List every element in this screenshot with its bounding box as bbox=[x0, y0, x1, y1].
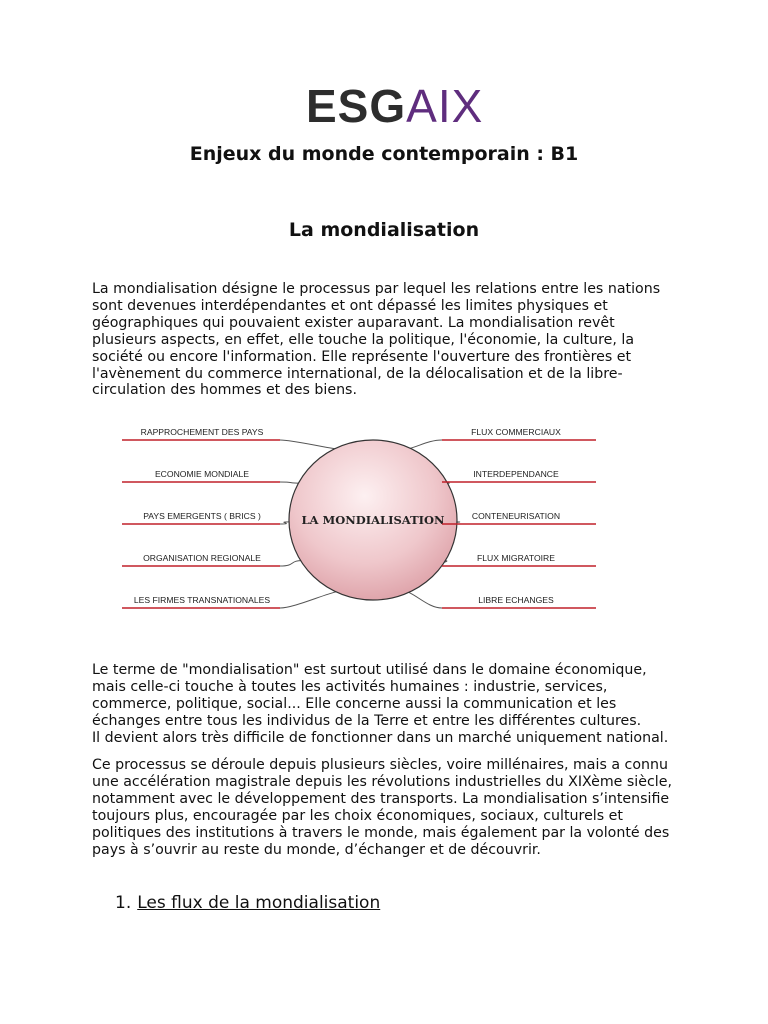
right-branch-label: CONTENEURISATION bbox=[471, 511, 561, 521]
left-branch-label: ORGANISATION REGIONALE bbox=[143, 553, 261, 563]
third-paragraph: Ce processus se déroule depuis plusieurs siècles, voire millénaires, mais a connu une accélération magistrale depuis les révolutions industrielles du XIXème siècle, notamment avec le développement des transports. La mondialisation s’intensifie toujours plus, encouragée par les choix économiques, sociaux, culturels et politiques des institutions à travers le monde, mais également par la volonté des pays à s’ouvrir au reste du monde, d’échanger et de découvrir. bbox=[92, 757, 672, 858]
logo-part-aix: AIX bbox=[406, 80, 484, 132]
branch-connector bbox=[280, 522, 289, 524]
branch-connector bbox=[280, 560, 303, 566]
center-label: LA MONDIALISATION bbox=[301, 513, 445, 527]
right-branch-label: FLUX COMMERCIAUX bbox=[471, 427, 561, 437]
logo-part-esg: ESG bbox=[306, 80, 407, 132]
second-paragraph: Le terme de "mondialisation" est surtout utilisé dans le domaine économique, mais celle-ci touche à toutes les activités humaines : industrie, services, commerce, politique, social... Elle concerne aussi la communication et les échanges entre tous les individus de la Terre et entre les différentes cultures. Il devient alors très difficile de fonctionner dans un marché uniquement national. bbox=[92, 662, 669, 746]
document-title: Enjeux du monde contemporain : B1 bbox=[189, 143, 579, 165]
esg-aix-logo bbox=[306, 80, 484, 132]
right-branch-label: INTERDEPENDANCE bbox=[473, 469, 559, 479]
left-branch-label: RAPPROCHEMENT DES PAYS bbox=[140, 427, 264, 437]
branch-connector bbox=[280, 482, 300, 483]
left-branch-label: ECONOMIE MONDIALE bbox=[154, 469, 250, 479]
section-title: La mondialisation bbox=[288, 219, 480, 241]
mondialisation-mind-map bbox=[100, 418, 620, 623]
left-branch-label: PAYS EMERGENTS ( BRICS ) bbox=[143, 511, 261, 521]
left-branches bbox=[122, 427, 280, 608]
section-heading-link[interactable]: Les flux de la mondialisation bbox=[137, 893, 381, 913]
section-number: 1. bbox=[115, 893, 132, 913]
section-heading bbox=[115, 893, 380, 913]
left-branch-label: LES FIRMES TRANSNATIONALES bbox=[133, 595, 271, 605]
right-branch-label: FLUX MIGRATOIRE bbox=[477, 553, 555, 563]
intro-paragraph: La mondialisation désigne le processus par lequel les relations entre les nations sont devenues interdépendantes et ont dépassé les limites physiques et géographiques qui pouvaient exister auparavant. La mondialisation revêt plusieurs aspects, en effet, elle touche la politique, l'économie, la culture, la société ou encore l'information. Elle représente l'ouverture des frontières et l'avènement du commerce international, de la délocalisation et de la libre- circulation des hommes et des biens. bbox=[92, 281, 661, 399]
right-branches bbox=[442, 427, 596, 608]
right-branch-label: LIBRE ECHANGES bbox=[478, 595, 554, 605]
